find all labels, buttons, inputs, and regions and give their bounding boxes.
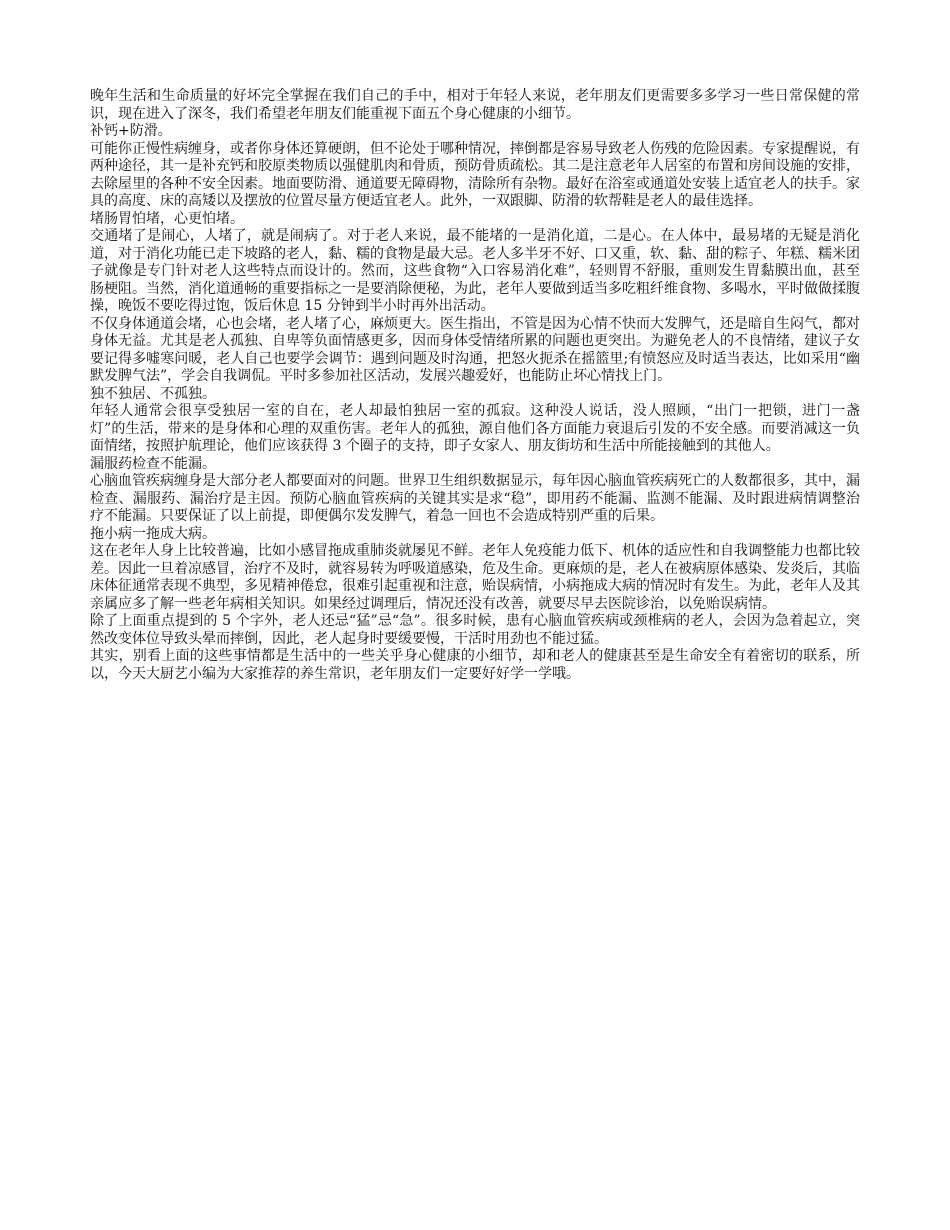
paragraph-calcium: 可能你正慢性病缠身，或者你身体还算硬朗，但不论处于哪种情况，摔倒都是容易导致老人伤残的危险因素。专家提醒说，有两种途径，其一是补充钙和胶原类物质以强健肌肉和骨质，预防骨质疏松。其二是注意老年人居室的布置和房间设施的安排，去除屋里的各种不安全因素。地面要防滑、通道要无障碍物，清除所有杂物。最好在浴室或通道处安装上适宜老人的扶手。家具的高度、床的高矮以及摆放的位置尽量方便适宜老人。此外，一双跟脚、防滑的软帮鞋是老人的最佳选择。 [90, 140, 860, 209]
section-heading-illness: 拖小病一拖成大病。 [90, 525, 216, 542]
section-heading-loneliness: 独不独居、不孤独。 [90, 385, 216, 402]
section-heading-medication: 漏服药检查不能漏。 [90, 455, 216, 472]
section-heading-calcium: 补钙+防滑。 [90, 123, 172, 139]
paragraph-illness: 这在老年人身上比较普遍，比如小感冒拖成重肺炎就屡见不鲜。老年人免疫能力低下、机体的适应性和自我调整能力也都比较差。因此一旦着凉感冒，治疗不及时，就容易转为呼吸道感染，危及生命。更麻烦的是，老人在被病原体感染、发炎后，其临床体征通常表现不典型，多见精神倦怠，很难引起重视和注意，贻误病情，小病拖成大病的情况时有发生。为此，老年人及其亲属应多了解一些老年病相关知识。如果经过调理后，情况还没有改善，就要尽早去医院诊治，以免贻误病情。 [90, 543, 860, 612]
paragraph-loneliness: 年轻人通常会很享受独居一室的自在，老人却最怕独居一室的孤寂。这种没人说话，没人照顾，“出门一把锁，进门一盏灯”的生活，带来的是身体和心理的双重伤害。老年人的孤独，源自他们各方面能力衰退后引发的不安全感。而要消减这一负面情绪，按照护航理论，他们应该获得 3 个圈子的支持，即子女家人、朋友街坊和生活中所能接触到的其他人。 [90, 403, 860, 454]
article-body [90, 88, 860, 683]
conclusion-paragraph: 其实，别看上面的这些事情都是生活中的一些关乎身心健康的小细节，却和老人的健康甚至是生命安全有着密切的联系，所以，今天大厨艺小编为大家推荐的养生常识，老年朋友们一定要好好学一学哦。 [90, 648, 860, 682]
paragraph-mood: 不仅身体通道会堵，心也会堵，老人堵了心，麻烦更大。医生指出，不管是因为心情不快而大发脾气，还是暗自生闷气，都对身体无益。尤其是老人孤独、自卑等负面情感更多，因而身体受情绪所累的问题也更突出。为避免老人的不良情绪，建议子女要记得多嘘寒问暖，老人自己也要学会调节：遇到问题及时沟通，把怒火扼杀在摇篮里;有愤怒应及时适当表达，比如采用“幽默发脾气法”，学会自我调侃。平时多参加社区活动，发展兴趣爱好，也能防止坏心情找上门。 [90, 315, 860, 384]
paragraph-digestion: 交通堵了是闹心，人堵了，就是闹病了。对于老人来说，最不能堵的一是消化道，二是心。在人体中，最易堵的无疑是消化道，对于消化功能已走下坡路的老人，黏、糯的食物是最大忌。老人多半牙不好、口又重，软、黏、甜的粽子、年糕、糯米团子就像是专门针对老人这些特点而设计的。然而，这些食物“入口容易消化难”，轻则胃不舒服，重则发生胃黏膜出血，甚至肠梗阻。当然，消化道通畅的重要指标之一是要消除便秘，为此，老年人要做到适当多吃粗纤维食物、多喝水，平时做做揉腹操，晚饭不要吃得过饱，饭后休息 15 分钟到半小时再外出活动。 [90, 228, 860, 314]
intro-paragraph: 晚年生活和生命质量的好坏完全掌握在我们自己的手中，相对于年轻人来说，老年朋友们更需要多多学习一些日常保健的常识，现在进入了深冬，我们希望老年朋友们能重视下面五个身心健康的小细节。 [90, 88, 860, 122]
paragraph-medication: 心脑血管疾病缠身是大部分老人都要面对的问题。世界卫生组织数据显示，每年因心脑血管疾病死亡的人数都很多，其中，漏检查、漏服药、漏治疗是主因。预防心脑血管疾病的关键其实是求“稳”，即用药不能漏、监测不能漏、及时跟进病情调整治疗不能漏。只要保证了以上前提，即便偶尔发发脾气，着急一回也不会造成特别严重的后果。 [90, 473, 860, 524]
section-heading-blockage: 堵肠胃怕堵，心更怕堵。 [90, 210, 244, 227]
paragraph-caution: 除了上面重点提到的 5 个字外，老人还忌“猛”忌“急”。很多时候，患有心脑血管疾病或颈椎病的老人，会因为急着起立，突然改变体位导致头晕而摔倒，因此，老人起身时要缓要慢，干活时用劲也不能过猛。 [90, 613, 860, 647]
